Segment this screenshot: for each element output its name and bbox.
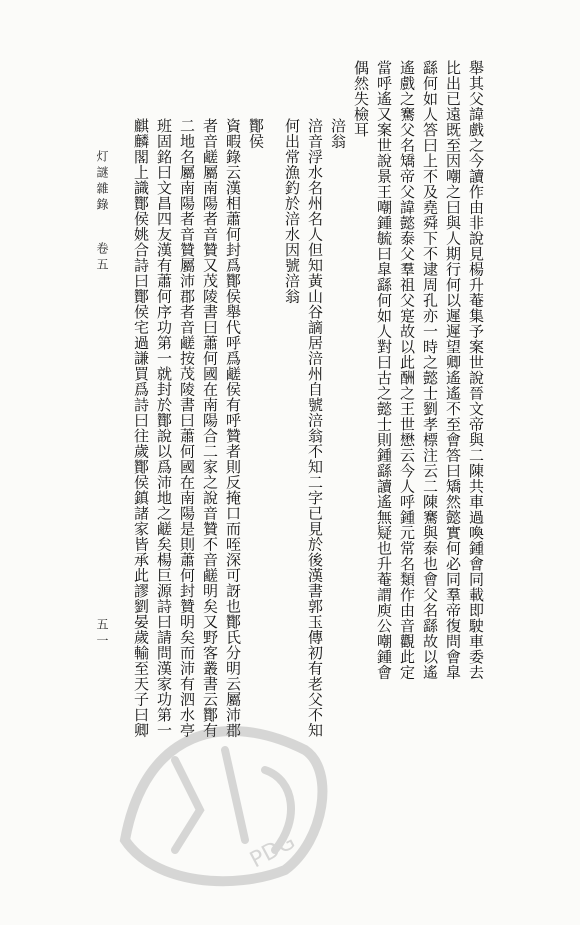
text-column-8: 涪音浮水名州名人但知黃山谷謫居涪州自號涪翁不知二字已見於後漢書郭玉傳初有老父不知 (306, 118, 324, 738)
text-column-1: 舉其父諱戲之今讀作由非說見楊升菴集予案世說晉文帝與二陳共車過喚鍾會同載即駛車委去 (467, 60, 485, 680)
text-column-4: 遙戲之騫父名矯帝父諱懿泰父羣祖父寔故以此酬之王世懋云今人呼鍾元常名類作由音觀此定 (398, 60, 416, 680)
text-column-5: 當呼遙又案世說景王嘲鍾毓曰皐繇何如人對曰古之懿士則鍾繇讀遙無疑也升菴謂庾公嘲鍾會 (375, 60, 393, 680)
text-column-3: 繇何如人答曰上不及堯舜下不逮周孔亦一時之懿士劉孝標注云二陳騫與泰也會父名繇故以遙 (421, 60, 439, 680)
section-heading-fuweng: 涪翁 (329, 118, 347, 149)
text-column-11: 資暇錄云漢相蕭何封爲酇侯舉代呼爲鹺侯有呼贊者則反掩口而咥深可訝也酇氏分明云屬沛郡 (224, 118, 242, 738)
text-column-6: 偶然失檢耳 (352, 60, 370, 138)
section-heading-zanhou: 酇侯 (247, 118, 265, 149)
text-column-2: 比出已遠既至因嘲之曰與人期行何以遲遲望卿遙遙不至會答曰矯然懿實何必同羣帝復問會皐 (444, 60, 462, 680)
text-column-15: 麒麟閣上識酇侯姚合詩曰酇侯宅過謙買爲詩曰往歲酇侯鎮諸家皆承此謬劉晏歲輸至天子曰卿 (132, 118, 150, 738)
text-column-13: 二地名屬南陽者音贊屬沛郡者音鹺按茂陵書曰蕭何國在南陽是則蕭何封贊明矣而沛有泗水亭 (178, 118, 196, 738)
book-title: 灯謎雜錄 (95, 150, 109, 214)
volume-label: 卷五 (95, 242, 109, 274)
watermark-text: PDG (246, 829, 300, 874)
text-column-9: 何出常漁釣於涪水因號涪翁 (283, 118, 301, 304)
text-column-12: 者音鹺屬南陽者音贊又茂陵書曰蕭何國在南陽合二家之說音贊不音鹺明矣又野客叢書云酇有 (201, 118, 219, 738)
page-number: 五一 (95, 618, 109, 650)
text-column-14: 班固銘曰文昌四友漢有蕭何序功第一就封於酇說以爲沛地之鹺矣楊巨源詩曰請問漢家功第一 (155, 118, 173, 738)
